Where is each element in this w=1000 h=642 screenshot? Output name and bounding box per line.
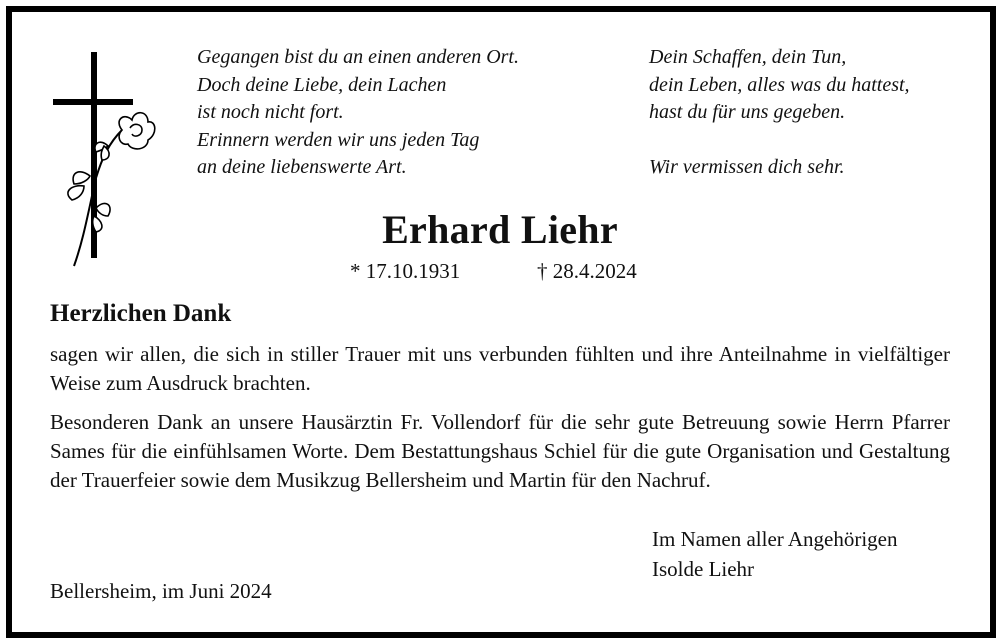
poem-line: Dein Schaffen, dein Tun, (649, 46, 847, 68)
signature-block (652, 524, 898, 584)
poem-left (197, 44, 519, 182)
poem-line: Doch deine Liebe, dein Lachen (197, 73, 447, 96)
poem-line: Wir vermissen dich sehr. (649, 156, 845, 178)
thanks-heading: Herzlichen Dank (50, 300, 232, 327)
poem-line: an deine liebenswerte Art. (197, 156, 407, 178)
deceased-name: Erhard Liehr (382, 207, 618, 252)
signature-name: Isolde Liehr (652, 557, 755, 581)
thanks-paragraph: sagen wir allen, die sich in stiller Trauer mit uns verbunden fühlten und ihre Anteilnahme in vielfältiger Weise zum Ausdruck brachten. (50, 342, 950, 395)
poem-line: Erinnern werden wir uns jeden Tag (197, 128, 480, 151)
birth-date: * 17.10.1931 (350, 259, 461, 283)
special-thanks-paragraph: Besonderen Dank an unsere Hausärztin Fr. Vollendorf für die sehr gute Betreuung sowie Herrn Pfarrer Sames für die einfühlsamen Worte. Dem Bestattungshaus Schiel für die gute Organisation und Gestaltung der Trauerfeier sowie dem Musikzug Bellersheim und Martin für den Nachruf. (50, 410, 950, 492)
death-date: † 28.4.2024 (537, 259, 637, 283)
poem-line: ist noch nicht fort. (197, 101, 344, 123)
poem-line: dein Leben, alles was du hattest, (649, 73, 910, 96)
poem-line: hast du für uns gegeben. (649, 101, 846, 123)
place-and-date: Bellersheim, im Juni 2024 (50, 579, 272, 603)
signature-line: Im Namen aller Angehörigen (652, 527, 898, 551)
poem-right (649, 44, 910, 182)
poem-line: Gegangen bist du an einen anderen Ort. (197, 46, 519, 68)
